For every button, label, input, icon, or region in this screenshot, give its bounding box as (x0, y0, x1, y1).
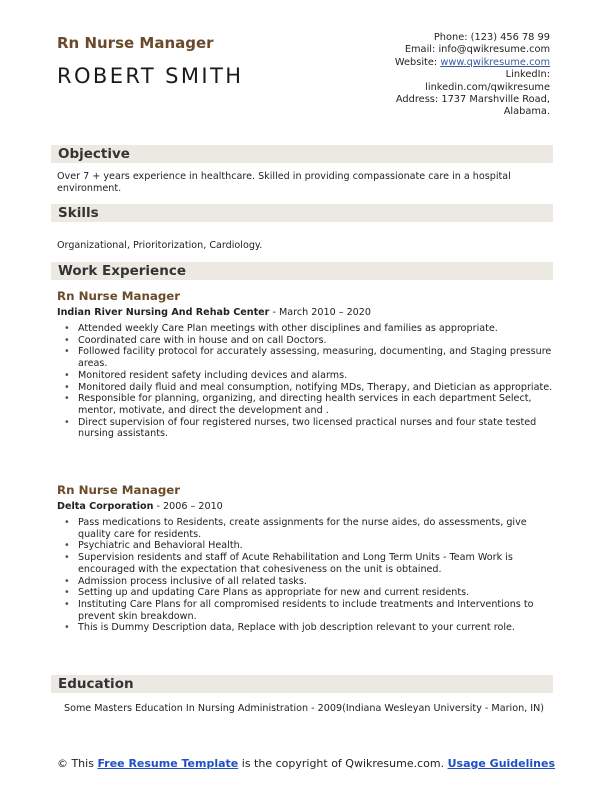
work-experience-section-header (51, 262, 553, 280)
list-item: • Coordinated care with in house and on call Doctors. (64, 335, 554, 347)
list-item: • Responsible for planning, organizing, and directing health services in each department Select, mentor, motivate, and direct the development and . (64, 393, 554, 416)
list-item: • Attended weekly Care Plan meetings with other disciplines and families as appropriate. (64, 323, 554, 335)
list-item: • Supervision residents and staff of Acute Rehabilitation and Long Term Units - Team Work is encouraged with the expectation that cohesiveness on the unit is obtained. (64, 552, 554, 575)
footer-prefix: © This (56, 757, 98, 770)
list-item: • Admission process inclusive of all related tasks. (64, 576, 554, 588)
job-1-company: Indian River Nursing And Rehab Center (57, 307, 270, 318)
job-1-company-line (57, 307, 371, 318)
skills-text: Organizational, Prioritorization, Cardiology. (57, 240, 263, 251)
address-line1: 1737 Marshville Road, (441, 94, 550, 106)
objective-heading: Objective (58, 146, 130, 162)
free-resume-template-link[interactable]: Free Resume Template (97, 757, 239, 770)
work-experience-heading: Work Experience (58, 263, 186, 279)
objective-text: Over 7 + years experience in healthcare. Skilled in providing compassionate care in a hospital environment. (57, 171, 511, 194)
email-label: Email: (404, 44, 436, 56)
list-item: • Setting up and updating Care Plans as appropriate for new and current residents. (64, 587, 554, 599)
linkedin-label: LinkedIn: (505, 69, 550, 81)
address-label: Address: (395, 94, 439, 106)
list-item: • Direct supervision of four registered nurses, two licensed practical nurses and four state tested nursing assistants. (64, 417, 554, 440)
job-1-bullet-list (64, 323, 554, 440)
contact-address (290, 94, 550, 106)
contact-block (290, 32, 550, 119)
linkedin-value: linkedin.com/qwikresume (425, 81, 550, 93)
candidate-name: ROBERT SMITH (57, 64, 244, 88)
contact-email (290, 44, 550, 56)
email-value: info@qwikresume.com (438, 44, 550, 56)
list-item: • Instituting Care Plans for all compromised residents to include treatments and Interventions to prevent skin breakdown. (64, 599, 554, 622)
website-link[interactable]: www.qwikresume.com (440, 56, 550, 68)
contact-website (290, 57, 550, 69)
objective-section-header (51, 145, 553, 163)
list-item: • Psychiatric and Behavioral Health. (64, 540, 554, 552)
job-2-bullet-list (64, 517, 554, 634)
job-title: Rn Nurse Manager (57, 34, 214, 52)
education-text: Some Masters Education In Nursing Administration - 2009(Indiana Wesleyan University - Marion, IN) (64, 703, 544, 714)
job-1-dates: - March 2010 – 2020 (269, 307, 371, 318)
phone-value: (123) 456 78 99 (470, 32, 550, 43)
job-2-company: Delta Corporation (57, 501, 154, 512)
list-item: • Followed facility protocol for accurately assessing, measuring, documenting, and Staging pressure areas. (64, 346, 554, 369)
skills-section-header (51, 204, 553, 222)
phone-label: Phone: (433, 32, 468, 43)
education-section-header (51, 675, 553, 693)
footer (0, 757, 612, 771)
education-heading: Education (58, 676, 134, 692)
job-2-dates: - 2006 – 2010 (153, 501, 223, 512)
job-2-title: Rn Nurse Manager (57, 483, 181, 497)
list-item: • Monitored daily fluid and meal consumption, notifying MDs, Therapy, and Dietician as appropriate. (64, 382, 554, 394)
job-1-title: Rn Nurse Manager (57, 289, 181, 303)
list-item: • Pass medications to Residents, create assignments for the nurse aides, do assessments, give quality care for residents. (64, 517, 554, 540)
address-line2: Alabama. (503, 106, 550, 118)
list-item: • This is Dummy Description data, Replace with job description relevant to your current role. (64, 622, 554, 634)
website-label: Website: (394, 56, 438, 68)
job-2-company-line (57, 501, 223, 512)
list-item: • Monitored resident safety including devices and alarms. (64, 370, 554, 382)
skills-heading: Skills (58, 205, 99, 221)
contact-phone (290, 32, 550, 44)
footer-middle: is the copyright of Qwikresume.com. (238, 757, 448, 770)
usage-guidelines-link[interactable]: Usage Guidelines (447, 757, 556, 770)
